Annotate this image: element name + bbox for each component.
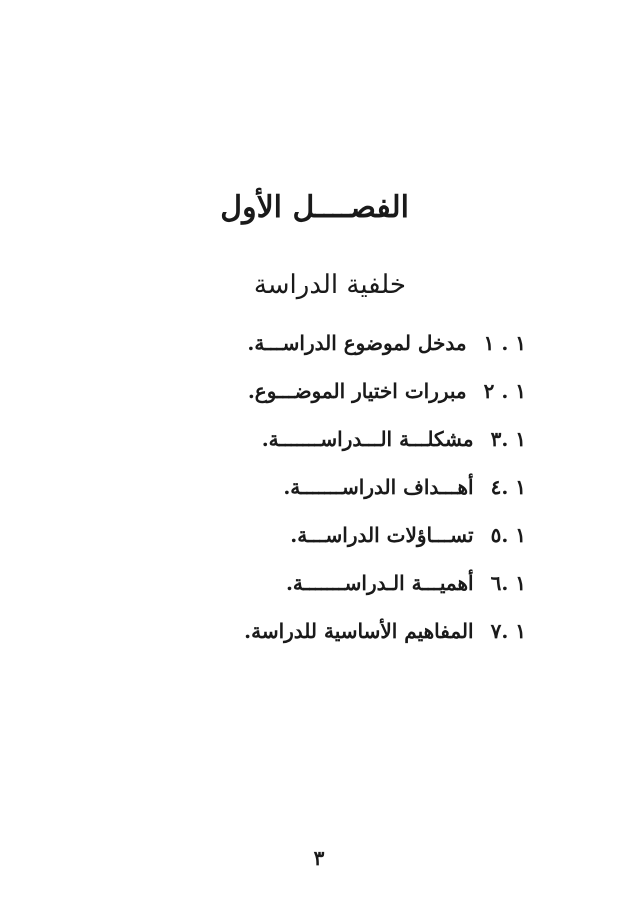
toc-item <box>244 470 526 518</box>
chapter-title: الفصــــل الأول <box>220 190 409 225</box>
toc-item-label: أهميـــة الـدراســـــــة. <box>285 571 474 595</box>
toc-item <box>244 566 526 614</box>
toc-item <box>244 326 526 374</box>
toc-item-number: ١ .٧ <box>490 619 526 643</box>
toc-item-label: تســـاؤلات الدراســـة. <box>290 523 474 547</box>
page-number: ٣ <box>313 846 325 870</box>
toc-item <box>244 518 526 566</box>
toc-item-label: أهـــداف الدراســـــــة. <box>283 475 474 499</box>
toc-item <box>244 422 526 470</box>
toc-item-number: ١ . ٢ <box>483 379 526 403</box>
toc-item-number: ١ .٥ <box>490 523 526 547</box>
toc-item <box>244 374 526 422</box>
toc-item-number: ١ .٦ <box>490 571 526 595</box>
chapter-subtitle: خلفية الدراسة <box>253 270 406 300</box>
toc-item-number: ١ .٤ <box>490 475 526 499</box>
toc-item <box>244 614 526 662</box>
toc-item-label: مبررات اختيار الموضـــوع. <box>247 379 467 403</box>
toc-item-label: مشكلـــة الـــدراســـــــة. <box>261 427 474 451</box>
toc-item-label: المفاهيم الأساسية للدراسة. <box>244 619 474 643</box>
toc-item-number: ١ . ١ <box>483 331 526 355</box>
toc-item-number: ١ .٣ <box>490 427 526 451</box>
toc-item-label: مدخل لموضوع الدراســـة. <box>247 331 467 355</box>
table-of-contents <box>244 326 526 662</box>
